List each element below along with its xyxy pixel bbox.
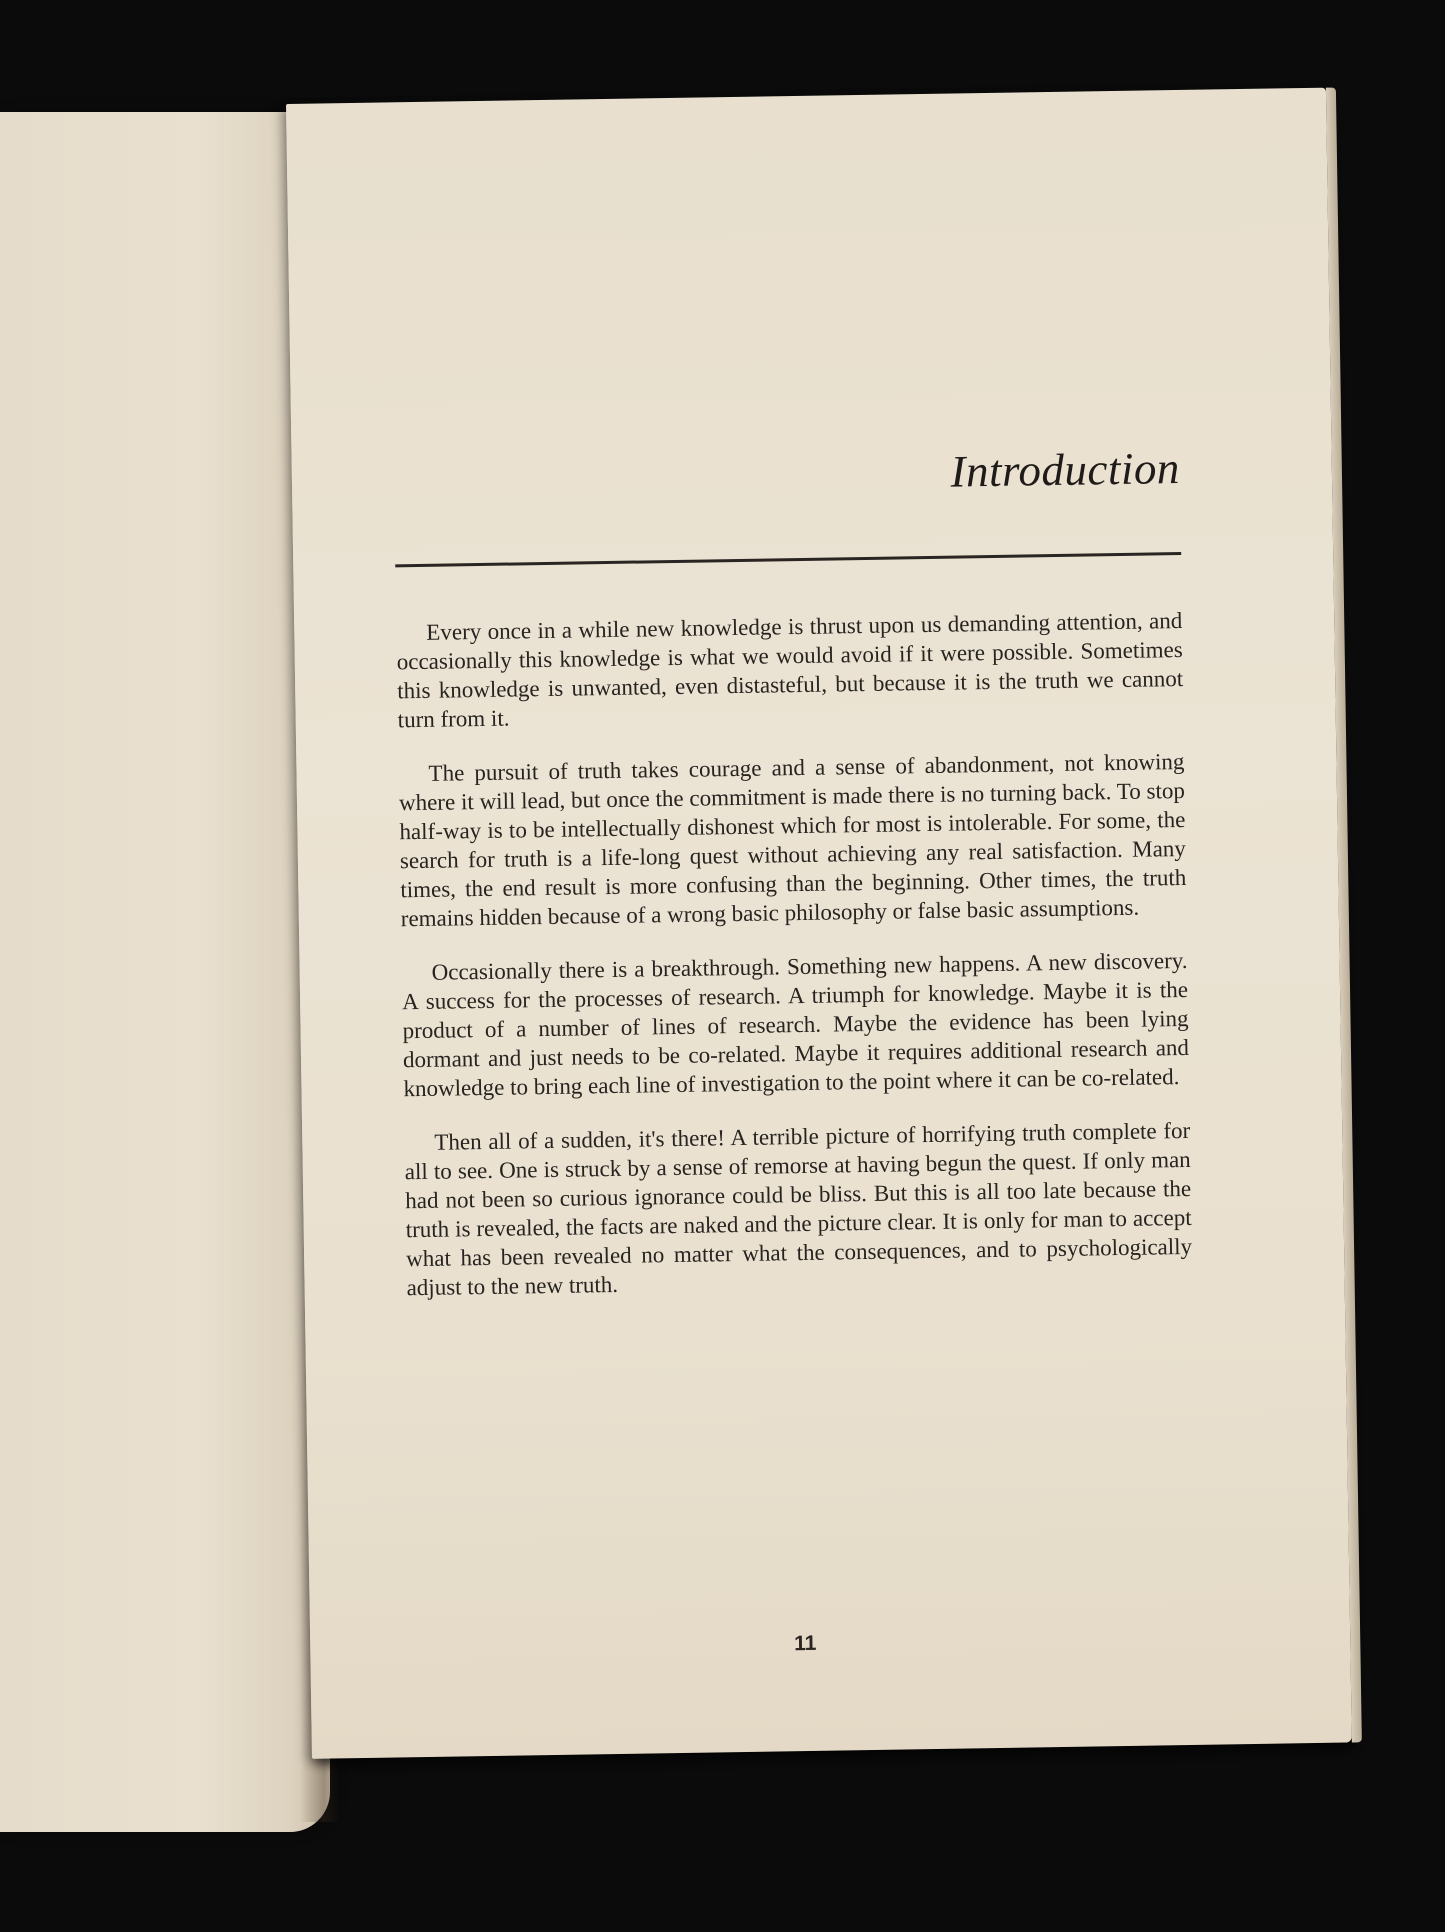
chapter-title: Introduction: [950, 443, 1181, 497]
body-text: [396, 606, 1193, 1327]
page-content: [388, 90, 1193, 1656]
title-rule: [395, 552, 1181, 567]
paragraph-4: Then all of a sudden, it's there! A terrible picture of horrifying truth complete for all to see. One is struck by a sense of remorse at having begun the quest. If only man had not been so curious ignorance could be bliss. But this is all too late because the truth is revealed, the facts are naked and the picture clear. It is only for man to accept what has been revealed no matter what the consequences, and to psychologically adjust to the new truth.: [404, 1117, 1193, 1301]
paragraph-2: The pursuit of truth takes courage and a sense of abandonment, not knowing where it will lead, but once the commitment is made there is no turning back. To stop half-way is to be intellectually dishonest which for most is intolerable. For some, the search for truth is a life-long quest without achieving any real satisfaction. Many times, the end result is more confusing than the beginning. Other times, the truth remains hidden because of a wrong basic philosophy or false basic assumptions.: [398, 748, 1187, 932]
paragraph-1: Every once in a while new knowledge is thrust upon us demanding attention, and occasionally this knowledge is what we would avoid if it were possible. Sometimes this knowledge is unwanted, even distasteful, but because it is the truth we cannot turn from it.: [396, 607, 1184, 733]
left-page: [0, 112, 330, 1832]
right-page: [286, 88, 1352, 1759]
page-edge: [1326, 88, 1362, 1743]
page-number: 11: [793, 1631, 817, 1656]
paragraph-3: Occasionally there is a breakthrough. Something new happens. A new discovery. A success for the processes of research. A triumph for knowledge. Maybe it is the product of a number of lines of research. Maybe the evidence has been lying dormant and just needs to be co-related. Maybe it requires additional research and knowledge to bring each line of investigation to the point where it can be co-related.: [401, 947, 1190, 1102]
